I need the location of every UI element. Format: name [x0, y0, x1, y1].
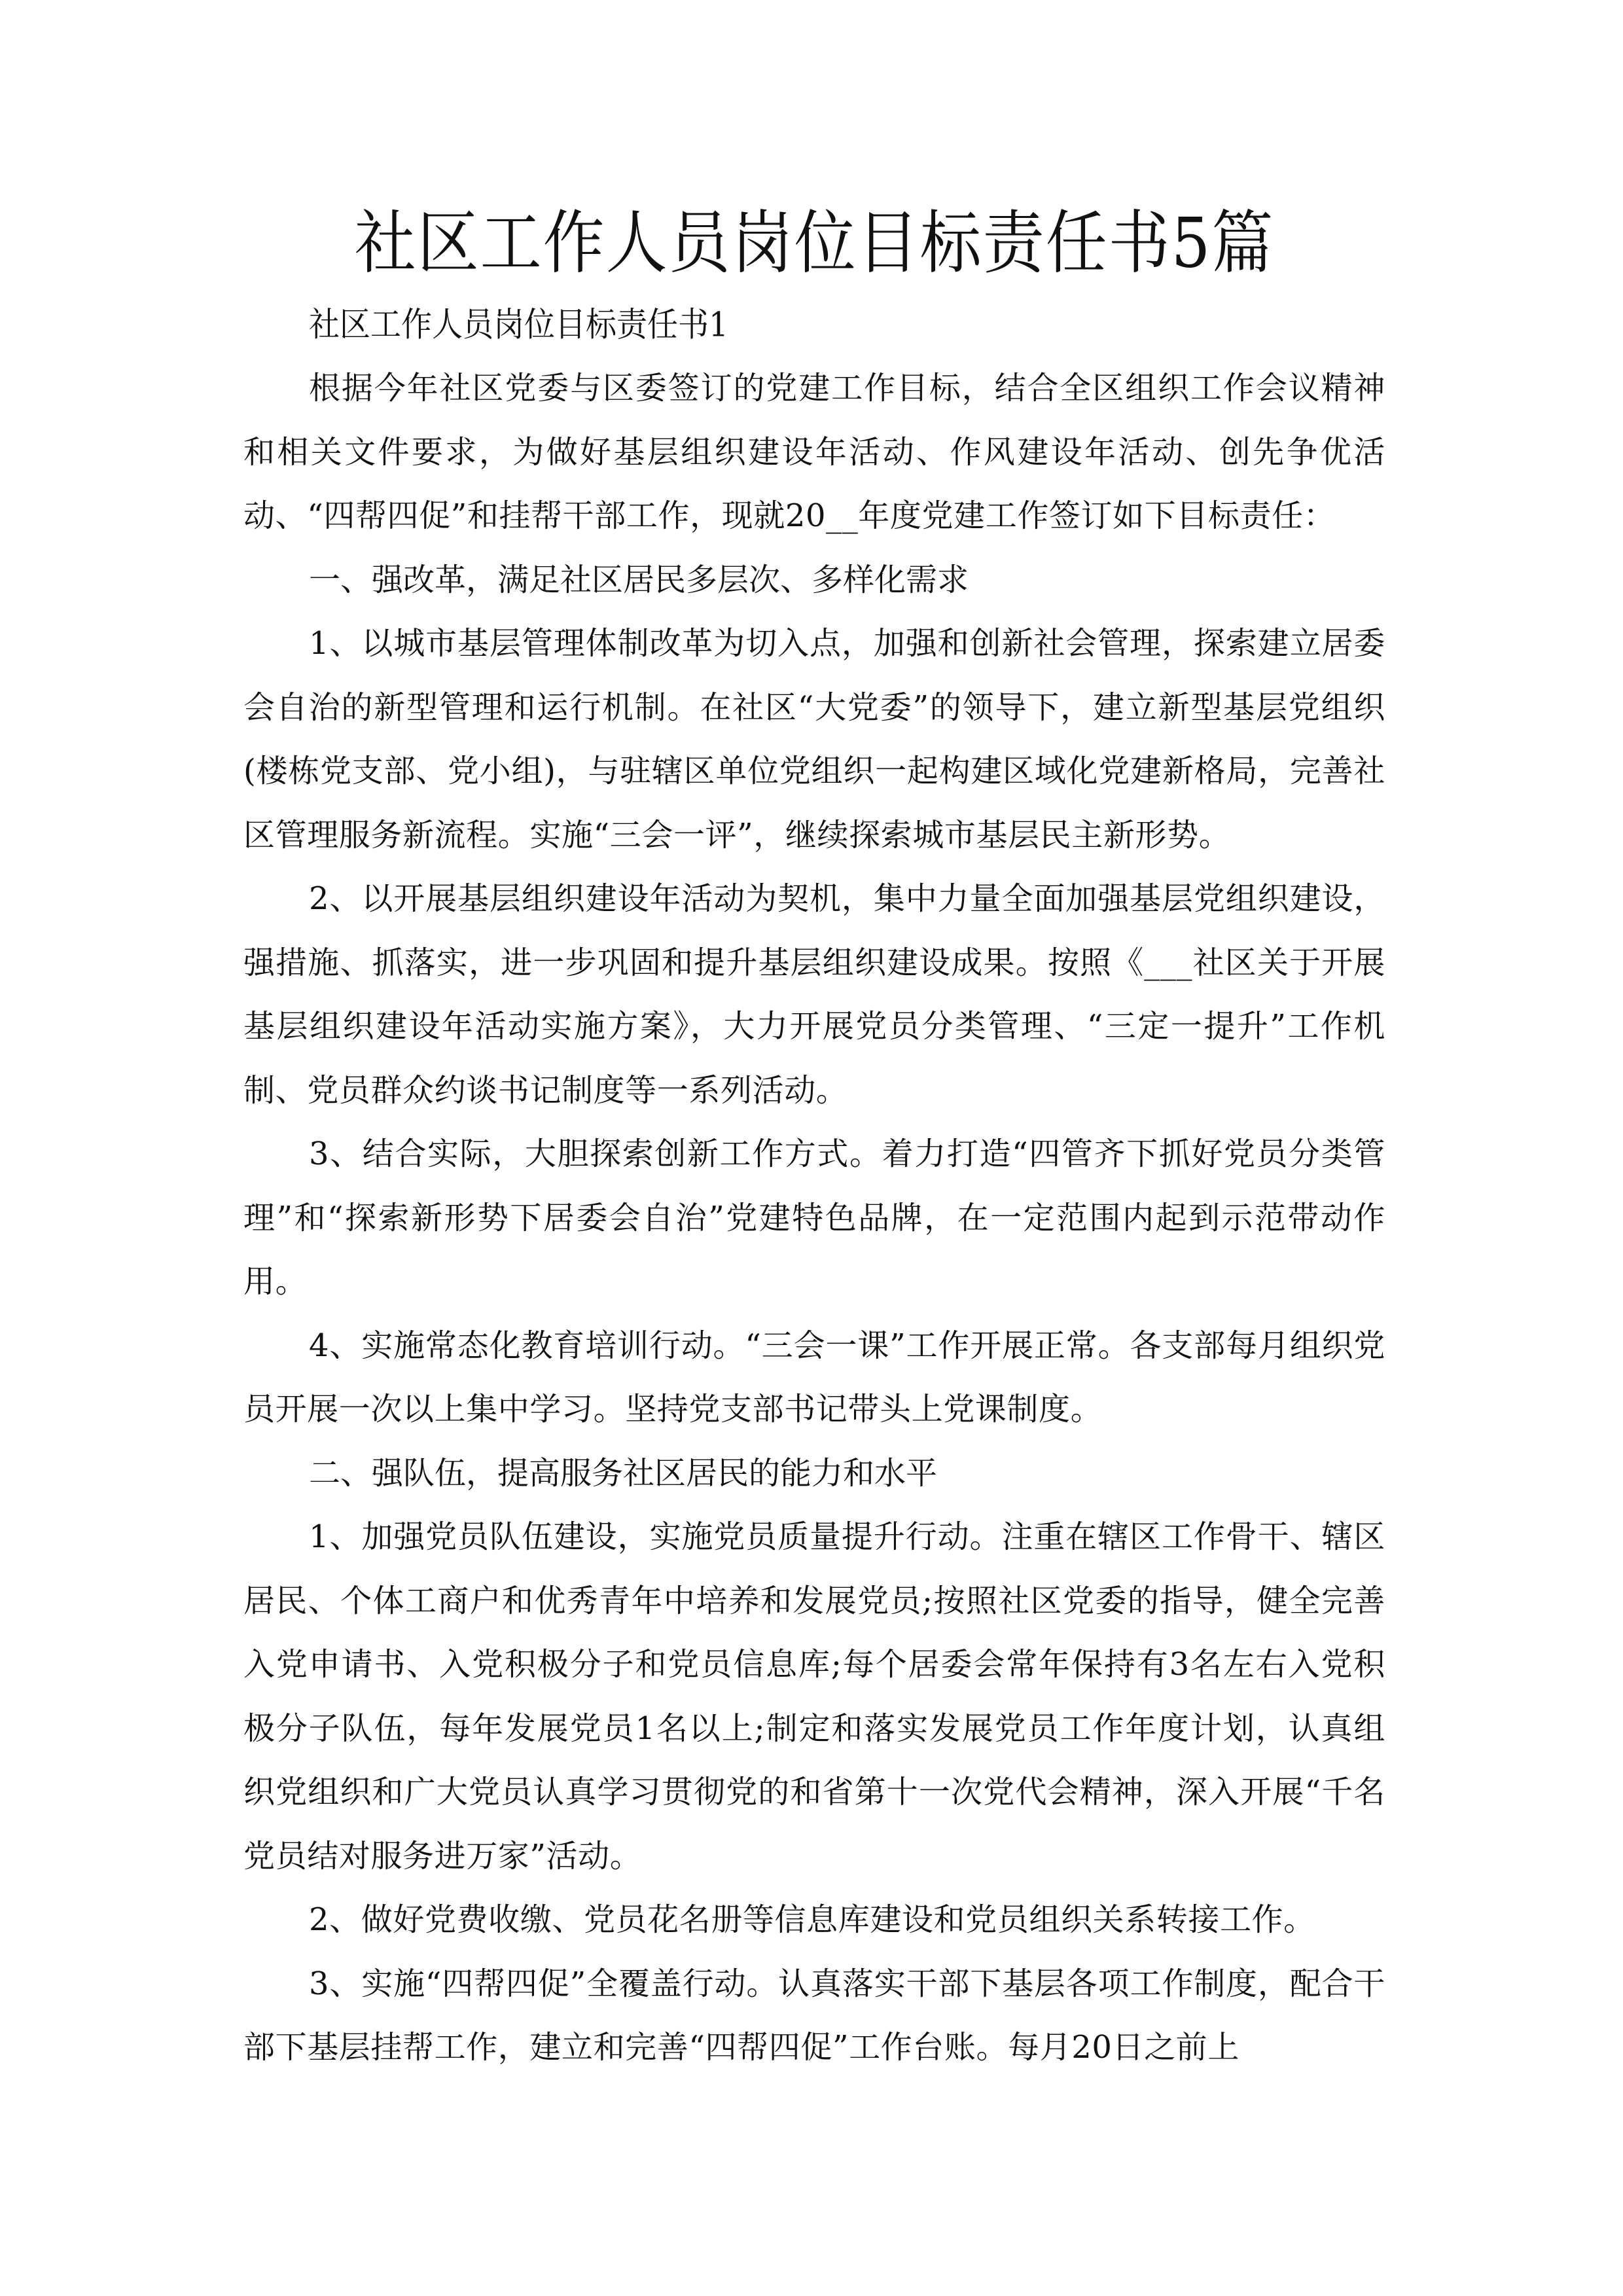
paragraph-2-3: 3、实施“四帮四促”全覆盖行动。认真落实干部下基层各项工作制度，配合干部下基层挂帮工作，建立和完善“四帮四促”工作台账。每月20日之前上	[243, 1965, 1385, 2066]
paragraph-1-2: 2、以开展基层组织建设年活动为契机，集中力量全面加强基层党组织建设，强措施、抓落实，进一步巩固和提升基层组织建设成果。按照《___社区关于开展基层组织建设年活动实施方案》，大力开展党员分类管理、“三定一提升”工作机制、党员群众约谈书记制度等一系列活动。	[243, 880, 1385, 1109]
paragraph-2-2: 2、做好党费收缴、党员花名册等信息库建设和党员组织关系转接工作。	[309, 1901, 1315, 1938]
section-heading-1: 一、强改革，满足社区居民多层次、多样化需求	[309, 561, 969, 598]
intro-paragraph: 根据今年社区党委与区委签订的党建工作目标，结合全区组织工作会议精神和相关文件要求，为做好基层组织建设年活动、作风建设年活动、创先争优活动、“四帮四促”和挂帮干部工作，现就20__年度党建工作签订如下目标责任：	[243, 370, 1385, 534]
paragraph-2-1: 1、加强党员队伍建设，实施党员质量提升行动。注重在辖区工作骨干、辖区居民、个体工商户和优秀青年中培养和发展党员;按照社区党委的指导，健全完善入党申请书、入党积极分子和党员信息库;每个居委会常年保持有3名左右入党积极分子队伍，每年发展党员1名以上;制定和落实发展党员工作年度计划，认真组织党组织和广大党员认真学习贯彻党的和省第十一次党代会精神，深入开展“千名党员结对服务进万家”活动。	[243, 1518, 1385, 1874]
document-title: 社区工作人员岗位目标责任书5篇	[354, 204, 1275, 284]
paragraph-1-4: 4、实施常态化教育培训行动。“三会一课”工作开展正常。各支部每月组织党员开展一次以上集中学习。坚持党支部书记带头上党课制度。	[243, 1327, 1385, 1427]
document-page	[243, 196, 1385, 2080]
paragraph-1-1: 1、以城市基层管理体制改革为切入点，加强和创新社会管理，探索建立居委会自治的新型管理和运行机制。在社区“大党委”的领导下，建立新型基层党组织(楼栋党支部、党小组)，与驻辖区单位党组织一起构建区域化党建新格局，完善社区管理服务新流程。实施“三会一评”，继续探索城市基层民主新形势。	[243, 625, 1385, 853]
section-heading-2: 二、强队伍，提高服务社区居民的能力和水平	[309, 1454, 938, 1492]
paragraph-1-3: 3、结合实际，大胆探索创新工作方式。着力打造“四管齐下抓好党员分类管理”和“探索新形势下居委会自治”党建特色品牌，在一定范围内起到示范带动作用。	[243, 1136, 1385, 1300]
section-subtitle: 社区工作人员岗位目标责任书1	[309, 305, 728, 345]
